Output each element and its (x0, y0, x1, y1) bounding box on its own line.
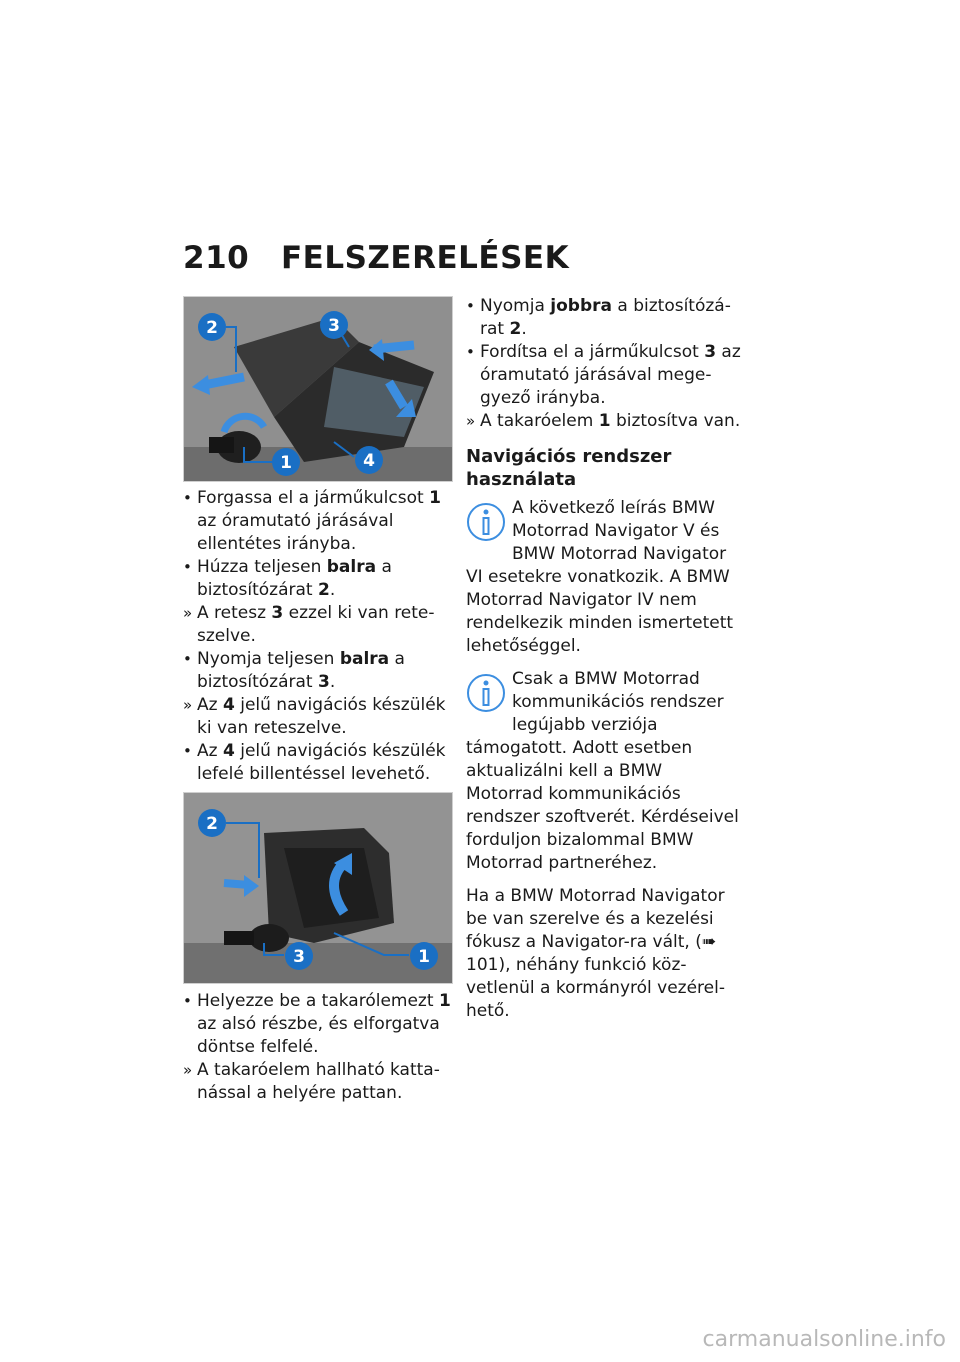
page-header (183, 240, 743, 280)
result-marker: » (183, 604, 193, 622)
emphasis-text: 3 (271, 603, 284, 623)
figure-navigator-removal (183, 296, 453, 482)
callout-1 (410, 942, 438, 970)
callout-2 (198, 809, 226, 837)
callout-1 (272, 448, 300, 476)
instruction-step (466, 410, 741, 433)
bullet-marker: • (183, 742, 192, 760)
step-text: Az (197, 741, 223, 761)
page-number: 210 (183, 240, 250, 276)
result-marker: » (183, 1061, 193, 1079)
chapter-title: FELSZERELÉSEK (281, 240, 570, 276)
svg-text:4: 4 (363, 451, 375, 471)
figure-cover-install (183, 792, 453, 984)
steps-removal (183, 487, 453, 786)
instruction-step (183, 487, 453, 556)
step-text: Nyomja teljesen (197, 649, 340, 669)
callout-4 (355, 446, 383, 474)
emphasis-text: 4 (222, 741, 235, 761)
emphasis-text: balra (326, 557, 377, 577)
watermark: carmanualsonline.info (702, 1327, 946, 1352)
step-text: jelű navigációs készülék ki van reteszelve. (197, 695, 446, 738)
bullet-marker: • (183, 992, 192, 1010)
instruction-step (183, 648, 453, 694)
step-text: A takaróelem hallható kattanással a helyére pattan. (197, 1060, 440, 1103)
instruction-step (183, 556, 453, 602)
para-text-end: 101), néhány funkció közvetlenül a kormányról vezérelhető. (466, 955, 725, 1021)
emphasis-text: 1 (438, 991, 451, 1011)
step-text: . (329, 580, 336, 600)
instruction-step (183, 694, 453, 740)
step-text: a biztosítózárat (480, 296, 731, 339)
instruction-step (183, 990, 453, 1059)
bullet-marker: • (183, 558, 192, 576)
page-reference-arrow-icon[interactable]: ➠ (701, 932, 717, 952)
step-text: . (521, 319, 527, 339)
emphasis-text: 3 (317, 672, 330, 692)
svg-text:3: 3 (328, 316, 340, 336)
steps-lock (466, 295, 741, 433)
step-text: A takaróelem (480, 411, 599, 431)
note-text: A következő leírás BMW Motorrad Navigator V és BMW Motorrad Navigator VI esetekre vonatkozik. A BMW Motorrad Navigator IV nem rendelkezik minden ismertetett lehetőséggel. (466, 498, 734, 656)
instruction-step (466, 341, 741, 410)
result-marker: » (183, 696, 193, 714)
instruction-step (466, 295, 741, 341)
right-column (466, 295, 741, 1023)
callout-2 (198, 313, 226, 341)
step-text: . (329, 672, 336, 692)
info-note-communication-system (466, 668, 741, 875)
step-text: az alsó részbe, és elforgatva döntse felfelé. (197, 1014, 440, 1057)
step-text: Nyomja (480, 296, 551, 316)
step-text: a biztosítózárat (197, 557, 392, 600)
step-text: ezzel ki van reteszelve. (197, 603, 435, 646)
callout-3 (285, 942, 313, 970)
emphasis-text: 1 (429, 488, 441, 508)
paragraph-navigator-focus (466, 885, 741, 1023)
steps-cover-install (183, 990, 453, 1105)
step-text: a biztosítózárat (197, 649, 405, 692)
step-text: Húzza teljesen (197, 557, 327, 577)
emphasis-text: balra (339, 649, 390, 669)
step-text: az óramutató járásával ellentétes irányba. (197, 511, 394, 554)
info-icon (466, 499, 506, 545)
instruction-step (183, 602, 453, 648)
svg-text:3: 3 (293, 947, 305, 967)
section-heading: Navigációs rendszer használata (466, 446, 672, 490)
para-text-start: Ha a BMW Motorrad Navigator be van szerelve és a kezelési fókusz a Navigator-ra vált, ( (466, 886, 725, 952)
step-text: A retesz (197, 603, 272, 623)
bullet-marker: • (466, 343, 475, 361)
info-note-navigator-versions (466, 497, 741, 658)
step-text: biztosítva van. (610, 411, 741, 431)
info-icon (466, 670, 506, 716)
emphasis-text: 2 (317, 580, 330, 600)
result-marker: » (466, 412, 476, 430)
svg-text:2: 2 (206, 318, 218, 338)
callout-3 (320, 311, 348, 339)
instruction-step (183, 740, 453, 786)
svg-text:1: 1 (418, 947, 430, 967)
step-text: az óramutató járásával megegyező irányba. (480, 342, 741, 408)
note-text: Csak a BMW Motorrad kommunikációs rendszer legújabb verziója támogatott. Adott esetben aktualizálni kell a BMW Motorrad kommunikációs rendszer szoftverét. Kérdéseivel forduljon bizalommal BMW Motorrad partneréhez. (466, 669, 739, 873)
emphasis-text: 3 (704, 342, 717, 362)
step-text: Fordítsa el a járműkulcsot (480, 342, 705, 362)
emphasis-text: 2 (509, 319, 522, 339)
svg-text:2: 2 (206, 814, 218, 834)
step-text: Forgassa el a járműkulcsot (197, 488, 430, 508)
emphasis-text: 1 (598, 411, 611, 431)
bullet-marker: • (466, 297, 475, 315)
step-text: Helyezze be a takarólemezt (197, 991, 439, 1011)
instruction-step (183, 1059, 453, 1105)
emphasis-text: jobbra (550, 296, 612, 316)
step-text: jelű navigációs készülék lefelé billentéssel levehető. (197, 741, 446, 784)
step-text: Az (197, 695, 223, 715)
emphasis-text: 4 (222, 695, 235, 715)
svg-text:1: 1 (280, 453, 292, 473)
bullet-marker: • (183, 489, 192, 507)
bullet-marker: • (183, 650, 192, 668)
